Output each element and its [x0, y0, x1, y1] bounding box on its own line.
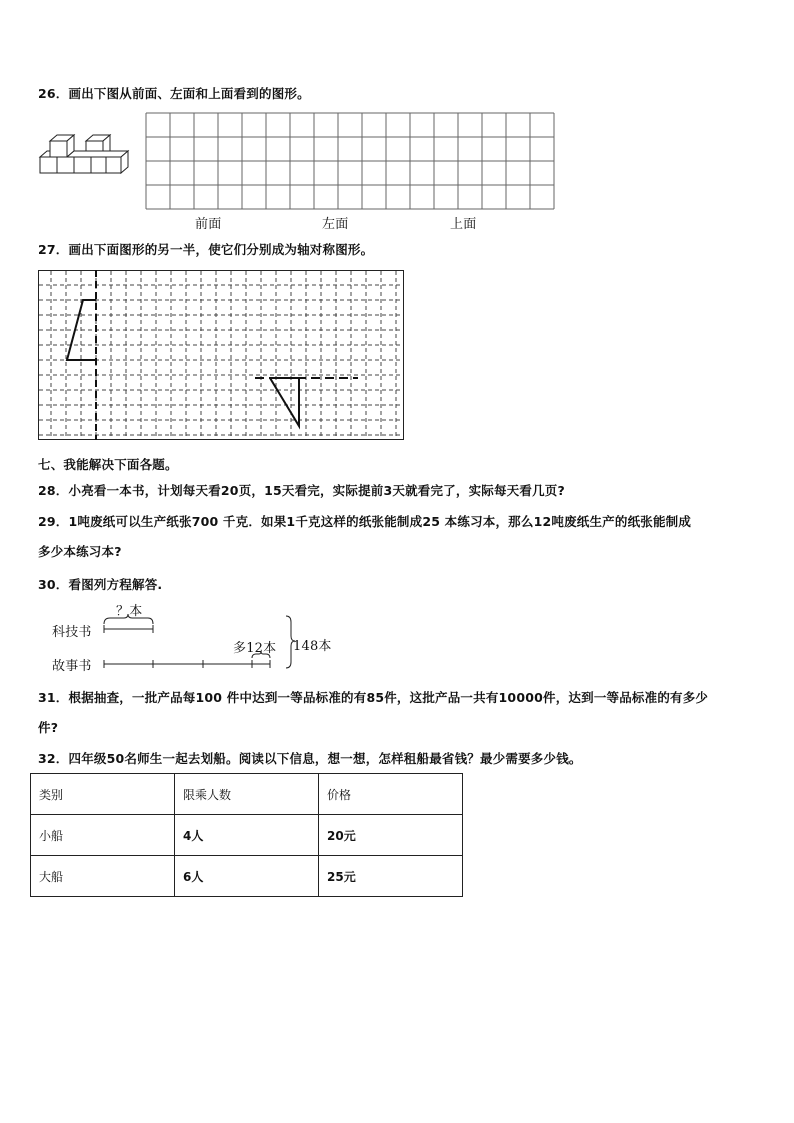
- question-31-line-1: 31．根据抽查，一批产品每100 件中达到一等品标准的有85件，这批产品一共有10000件，达到一等品标准的有多少: [38, 690, 709, 705]
- question-28: 28．小亮看一本书，计划每天看20页，15天看完，实际提前3天就看完了，实际每天看几页?: [38, 483, 565, 498]
- diagram-label-unknown: ？本: [116, 604, 143, 619]
- view-grid: [145, 112, 555, 210]
- line-segment-diagram: [100, 614, 296, 670]
- table-header-cell: 类别: [31, 774, 175, 815]
- boat-price-table: [30, 773, 463, 897]
- question-29-line-2: 多少本练习本?: [38, 544, 122, 559]
- diagram-label-more: 多12本: [233, 641, 277, 656]
- diagram-label-science: 科技书: [52, 625, 92, 640]
- table-cell: 20元: [319, 815, 463, 856]
- table-cell: 6人: [175, 856, 319, 897]
- question-27: 27．画出下面图形的另一半，使它们分别成为轴对称图形。: [38, 242, 374, 257]
- question-26: 26．画出下图从前面、左面和上面看到的图形。: [38, 86, 310, 101]
- question-32: 32．四年级50名师生一起去划船。阅读以下信息，想一想，怎样租船最省钱？最少需要多少钱。: [38, 751, 582, 766]
- table-row: [31, 815, 463, 856]
- table-row: [31, 856, 463, 897]
- table-cell: 25元: [319, 856, 463, 897]
- table-cell: 小船: [31, 815, 175, 856]
- view-label-top: 上面: [450, 217, 477, 232]
- view-label-left: 左面: [322, 217, 349, 232]
- question-30: 30．看图列方程解答.: [38, 577, 163, 592]
- question-31-line-2: 件?: [38, 720, 59, 735]
- cube-stack-figure: [38, 132, 130, 186]
- table-header-cell: 限乘人数: [175, 774, 319, 815]
- diagram-label-total: 148本: [293, 639, 332, 654]
- table-header-row: [31, 774, 463, 815]
- section-7-heading: 七、我能解决下面各题。: [38, 457, 178, 472]
- view-label-front: 前面: [195, 217, 222, 232]
- table-header-cell: 价格: [319, 774, 463, 815]
- symmetry-grid: [38, 270, 404, 440]
- table-cell: 4人: [175, 815, 319, 856]
- table-cell: 大船: [31, 856, 175, 897]
- question-29-line-1: 29．1吨废纸可以生产纸张700 千克．如果1千克这样的纸张能制成25 本练习本，那么12吨废纸生产的纸张能制成: [38, 514, 692, 529]
- diagram-label-story: 故事书: [52, 659, 92, 674]
